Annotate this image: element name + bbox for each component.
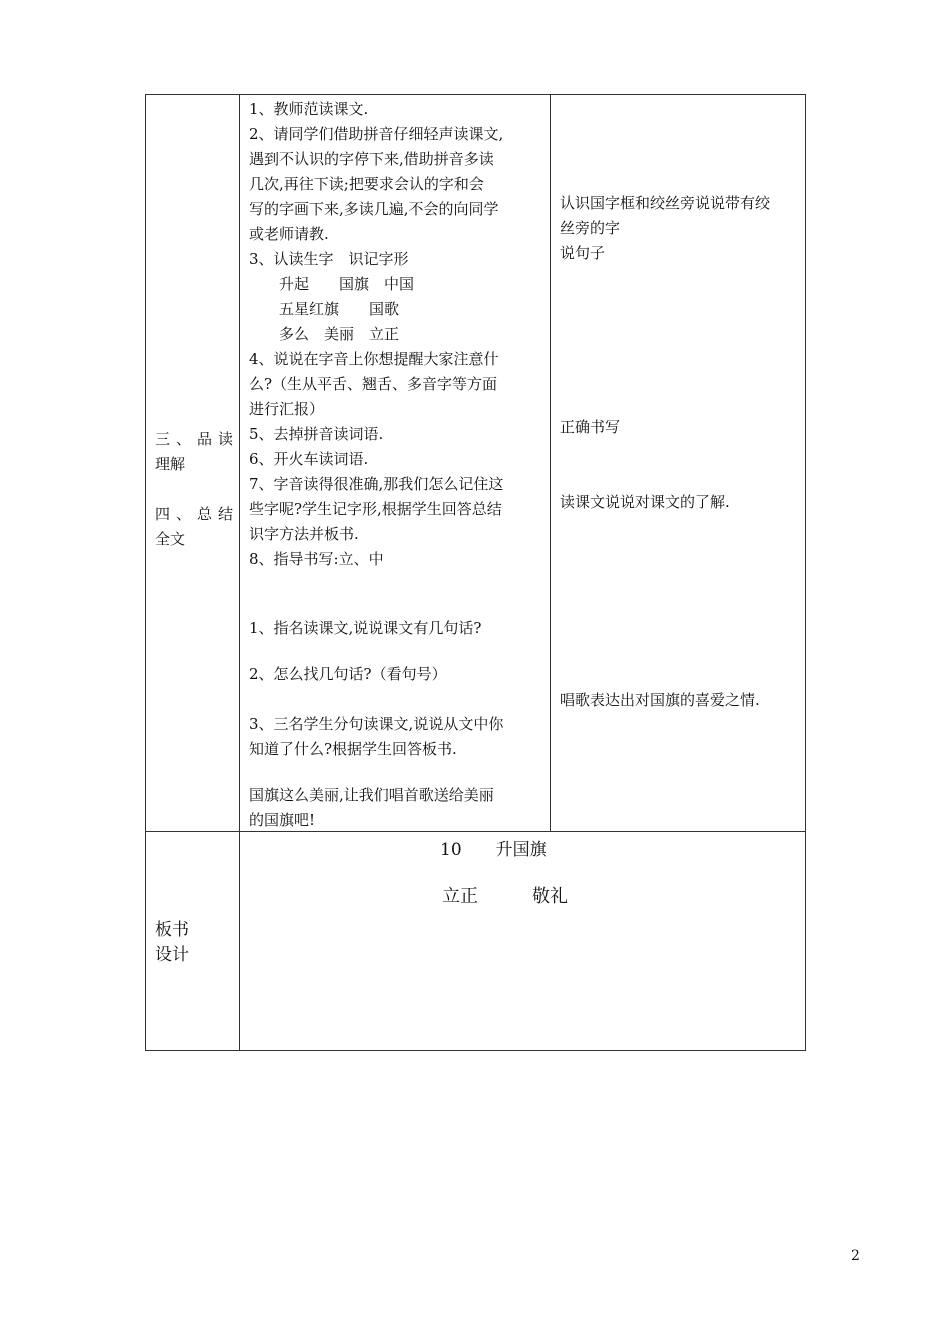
board-words: 立正 敬礼 [442, 886, 568, 907]
closing-text: 国旗这么美丽,让我们唱首歌送给美丽 [249, 786, 494, 804]
step-line: 6、开火车读词语. [249, 450, 369, 468]
step-line: 升起 国旗 中国 [249, 275, 415, 293]
step-line: 么?（生从平舌、翘舌、多音字等方面 [249, 375, 498, 393]
section-4-label: 四、总结 [155, 505, 240, 523]
step-line: 几次,再往下读;把要求会认的字和会 [249, 175, 484, 193]
board-design-label: 板书 [155, 920, 189, 940]
intent-1-cont: 丝旁的字 [560, 219, 621, 237]
table-divider [550, 94, 551, 831]
question-3: 3、三名学生分句读课文,说说从文中你 [249, 715, 504, 733]
step-line: 8、指导书写:立、中 [249, 550, 384, 568]
question-3-cont: 知道了什么?根据学生回答板书. [249, 740, 457, 758]
board-title: 10 升国旗 [440, 840, 547, 860]
step-line: 写的字画下来,多读几遍,不会的向同学 [249, 200, 499, 218]
step-line: 遇到不认识的字停下来,借助拼音多读 [249, 150, 494, 168]
step-line: 1、教师范读课文. [249, 100, 369, 118]
table-divider [239, 94, 240, 1051]
intent-3: 读课文说说对课文的了解. [560, 493, 730, 511]
step-line: 2、请同学们借助拼音仔细轻声读课文, [249, 125, 504, 143]
closing-text-cont: 的国旗吧! [249, 811, 316, 829]
section-3-label: 三、品读 [155, 430, 240, 448]
section-3-label-cont: 理解 [155, 455, 186, 473]
table-divider [145, 831, 806, 832]
page-number: 2 [851, 1248, 860, 1264]
step-line: 5、去掉拼音读词语. [249, 425, 384, 443]
step-line: 识字方法并板书. [249, 525, 359, 543]
step-line: 4、说说在字音上你想提醒大家注意什 [249, 350, 499, 368]
board-design-label-cont: 设计 [155, 945, 189, 965]
intent-2: 正确书写 [560, 418, 621, 436]
question-1: 1、指名读课文,说说课文有几句话? [249, 619, 482, 637]
step-line: 多么 美丽 立正 [249, 325, 400, 343]
step-line: 或老师请教. [249, 225, 329, 243]
teaching-steps [249, 97, 503, 572]
intent-1-cont2: 说句子 [560, 244, 606, 262]
step-line: 进行汇报） [249, 400, 325, 418]
step-line: 7、字音读得很准确,那我们怎么记住这 [249, 475, 504, 493]
section-4-label-cont: 全文 [155, 530, 186, 548]
step-line: 些字呢?学生记字形,根据学生回答总结 [249, 500, 502, 518]
intent-1: 认识国字框和绞丝旁说说带有绞 [560, 194, 771, 212]
step-line: 五星红旗 国歌 [249, 300, 400, 318]
step-line: 3、认读生字 识记字形 [249, 250, 409, 268]
question-2: 2、怎么找几句话?（看句号） [249, 665, 447, 683]
intent-4: 唱歌表达出对国旗的喜爱之情. [560, 691, 760, 709]
